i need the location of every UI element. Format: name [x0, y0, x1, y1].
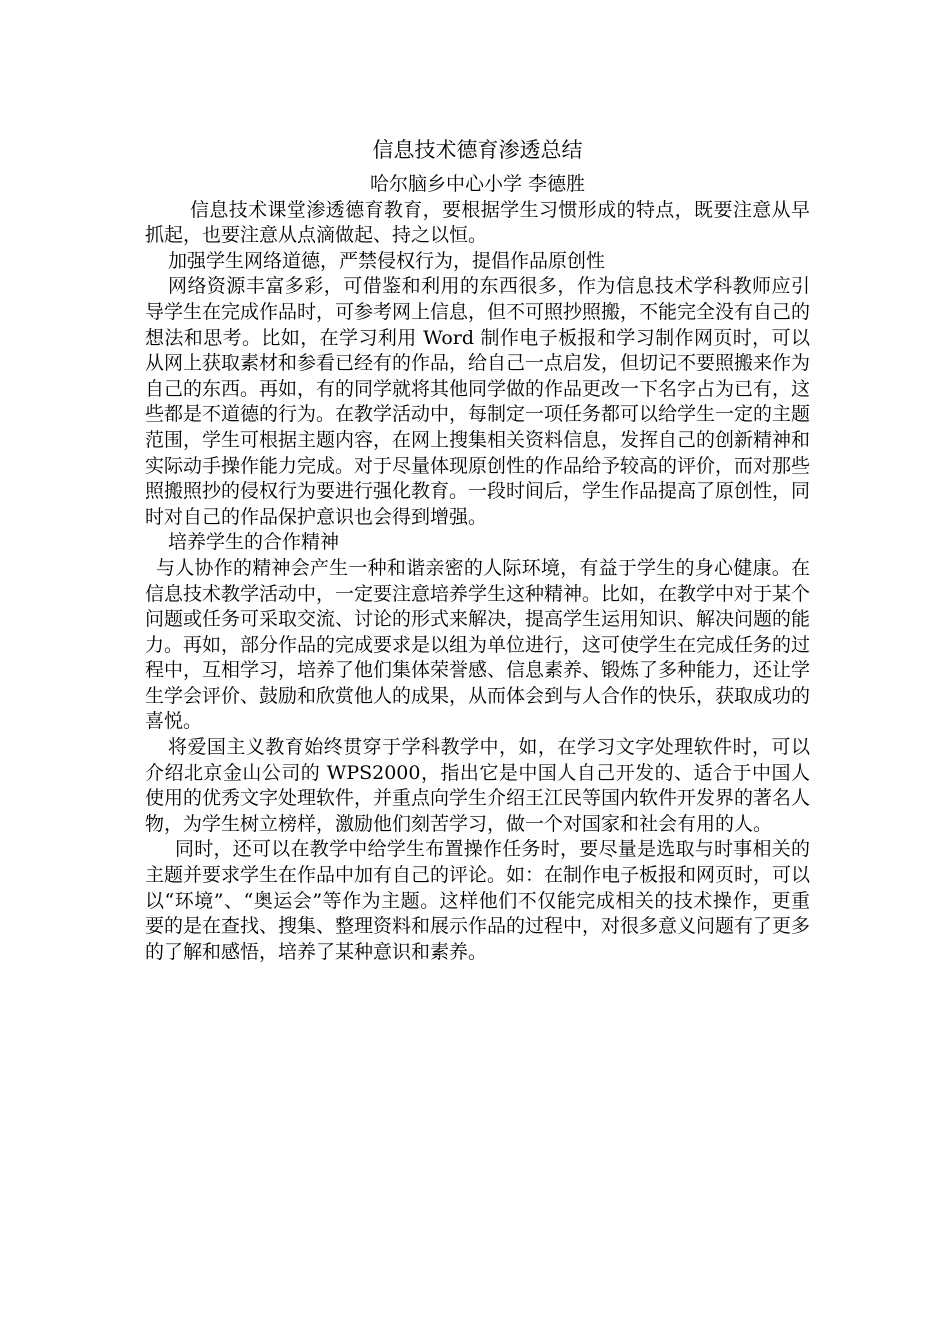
- paragraph-network-ethics: 网络资源丰富多彩，可借鉴和利用的东西很多，作为信息技术学科教师应引导学生在完成作品时，可参考网上信息，但不可照抄照搬，不能完全没有自己的想法和思考。比如，在学习利用 Word 制作电子板报和学习制作网页时，可以从网上获取素材和参看已经有的作品，给自己一点启发，但切记不要照搬来作为自己的东西。再如，有的同学就将其他同学做的作品更改一下名字占为已有，这些都是不道德的行为。在教学活动中，每制定一项任务都可以给学生一定的主题范围，学生可根据主题内容，在网上搜集相关资料信息，发挥自己的创新精神和实际动手操作能力完成。对于尽量体现原创性的作品给予较高的评价，而对那些照搬照抄的侵权行为要进行强化教育。一段时间后，学生作品提高了原创性，同时对自己的作品保护意识也会得到增强。: [145, 275, 811, 528]
- author-line: 哈尔脑乡中心小学 李德胜: [369, 173, 586, 195]
- intro-paragraph: 信息技术课堂渗透德育教育，要根据学生习惯形成的特点，既要注意从早抓起，也要注意从点滴做起、持之以恒。: [145, 198, 810, 247]
- document-body: [145, 136, 810, 965]
- section-heading-network-ethics: 加强学生网络道德，严禁侵权行为，提倡作品原创性: [168, 249, 606, 272]
- section-heading-cooperation: 培养学生的合作精神: [168, 531, 340, 554]
- paragraph-cooperation: 与人协作的精神会产生一种和谐亲密的人际环境，有益于学生的身心健康。在信息技术教学活动中，一定要注意培养学生这种精神。比如，在教学中对于某个问题或任务可采取交流、讨论的形式来解决，提高学生运用知识、解决问题的能力。再如，部分作品的完成要求是以组为单位进行，这可使学生在完成任务的过程中，互相学习，培养了他们集体荣誉感、信息素养、锻炼了多种能力，还让学生学会评价、鼓励和欣赏他人的成果，从而体会到与人合作的快乐，获取成功的喜悦。: [145, 556, 811, 733]
- document-title: 信息技术德育渗透总结: [372, 138, 583, 162]
- paragraph-current-events: 同时，还可以在教学中给学生布置操作任务时，要尽量是选取与时事相关的主题并要求学生在作品中加有自己的评论。如：在制作电子板报和网页时，可以以“环境”、“奥运会”等作为主题。这样他们不仅能完成相关的技术操作，更重要的是在查找、搜集、整理资料和展示作品的过程中，对很多意义问题有了更多的了解和感悟，培养了某种意识和素养。: [145, 838, 811, 963]
- paragraph-patriotism: 将爱国主义教育始终贯穿于学科教学中，如，在学习文字处理软件时，可以介绍北京金山公司的 WPS2000，指出它是中国人自己开发的、适合于中国人使用的优秀文字处理软件，并重点向学生介绍王江民等国内软件开发界的著名人物，为学生树立榜样，激励他们刻苦学习，做一个对国家和社会有用的人。: [145, 736, 811, 835]
